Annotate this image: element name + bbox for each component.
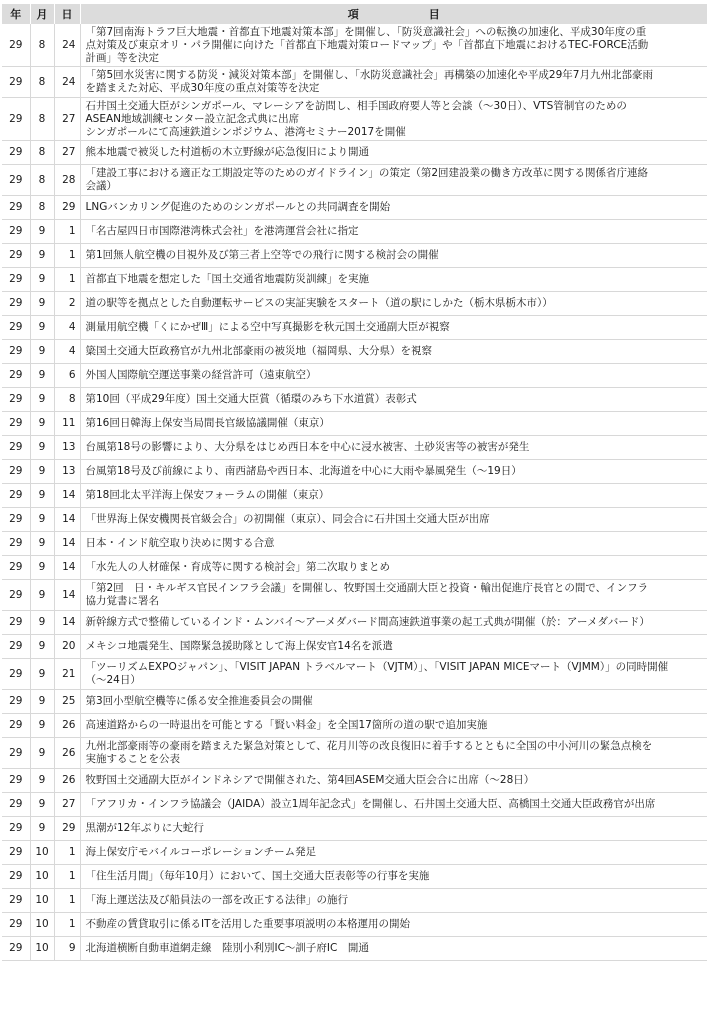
cell-item (80, 556, 707, 580)
table-row (2, 268, 707, 292)
item-line: 熊本地震で被災した村道栃の木立野線が応急復旧により開通 (85, 146, 369, 158)
table-row (2, 460, 707, 484)
cell-month: 9 (30, 268, 54, 292)
cell-year: 29 (2, 937, 30, 961)
cell-day: 1 (54, 220, 80, 244)
item-line: 道の駅等を拠点とした自動運転サービスの実証実験をスタート（道の駅にしかた（栃木県栃木市）） (85, 297, 553, 309)
chronology-table-container (2, 4, 707, 961)
cell-year: 29 (2, 484, 30, 508)
cell-year: 29 (2, 98, 30, 141)
item-line: 「建設工事における適正な工期設定等のためのガイドライン」の策定（第2回建設業の働き方改革に関する関係省庁連絡 (85, 167, 649, 179)
table-row (2, 580, 707, 611)
cell-item (80, 611, 707, 635)
cell-day: 14 (54, 556, 80, 580)
cell-year: 29 (2, 244, 30, 268)
cell-item (80, 316, 707, 340)
cell-month: 10 (30, 865, 54, 889)
cell-year: 29 (2, 817, 30, 841)
cell-item (80, 141, 707, 165)
table-row (2, 532, 707, 556)
cell-item (80, 841, 707, 865)
table-body (2, 24, 707, 961)
cell-year: 29 (2, 769, 30, 793)
table-row (2, 635, 707, 659)
item-line: 「ツーリズムEXPOジャパン」、「VISIT JAPAN トラベルマート（VJTM）」、「VISIT JAPAN MICEマート（VJMM）」の同時開催 (85, 661, 669, 673)
table-row (2, 196, 707, 220)
item-line: 「第5回水災害に関する防災・減災対策本部」を開催し、「水防災意識社会」再構築の加速化や平成29年7月九州北部豪雨 (85, 69, 653, 81)
item-line: 「海上運送法及び船員法の一部を改正する法律」の施行 (85, 894, 348, 906)
table-row (2, 292, 707, 316)
cell-day: 14 (54, 484, 80, 508)
cell-day: 20 (54, 635, 80, 659)
cell-item (80, 889, 707, 913)
cell-month: 9 (30, 611, 54, 635)
cell-month: 9 (30, 388, 54, 412)
cell-day: 24 (54, 67, 80, 98)
item-line: 黒潮が12年ぶりに大蛇行 (85, 822, 204, 834)
cell-month: 9 (30, 793, 54, 817)
cell-day: 1 (54, 889, 80, 913)
cell-item (80, 865, 707, 889)
table-row (2, 690, 707, 714)
cell-item (80, 388, 707, 412)
cell-month: 10 (30, 937, 54, 961)
cell-year: 29 (2, 580, 30, 611)
cell-year: 29 (2, 67, 30, 98)
cell-day: 1 (54, 841, 80, 865)
item-line: 点対策及び東京オリ・パラ開催に向けた「首都直下地震対策ロードマップ」や「首都直下地震におけるTEC-FORCE活動 (85, 38, 649, 51)
cell-year: 29 (2, 220, 30, 244)
table-row (2, 141, 707, 165)
table-row (2, 793, 707, 817)
cell-month: 8 (30, 141, 54, 165)
cell-month: 8 (30, 24, 54, 67)
cell-day: 8 (54, 388, 80, 412)
cell-month: 9 (30, 244, 54, 268)
cell-day: 11 (54, 412, 80, 436)
cell-year: 29 (2, 460, 30, 484)
cell-day: 14 (54, 580, 80, 611)
cell-year: 29 (2, 611, 30, 635)
table-row (2, 165, 707, 196)
cell-item (80, 580, 707, 611)
cell-month: 9 (30, 659, 54, 690)
cell-year: 29 (2, 340, 30, 364)
cell-year: 29 (2, 793, 30, 817)
cell-day: 29 (54, 817, 80, 841)
item-line: 「名古屋四日市国際港湾株式会社」を港湾運営会社に指定 (85, 225, 359, 237)
cell-month: 8 (30, 98, 54, 141)
cell-item (80, 196, 707, 220)
item-line: 海上保安庁モバイルコーポレーションチーム発足 (85, 846, 317, 858)
cell-year: 29 (2, 508, 30, 532)
cell-day: 2 (54, 292, 80, 316)
item-line: 「住生活月間」（毎年10月）において、国土交通大臣表彰等の行事を実施 (85, 870, 430, 882)
item-line: 「アフリカ・インフラ協議会（JAIDA）設立1周年記念式」を開催し、石井国土交通大臣、高橋国土交通大臣政務官が出席 (85, 798, 656, 810)
item-line: 第1回無人航空機の目視外及び第三者上空等での飛行に関する検討会の開催 (85, 249, 439, 261)
cell-day: 13 (54, 436, 80, 460)
table-row (2, 769, 707, 793)
item-line: 計画」等を決定 (85, 51, 159, 64)
item-line: 「水先人の人材確保・育成等に関する検討会」第二次取りまとめ (85, 561, 390, 573)
cell-day: 24 (54, 24, 80, 67)
table-row (2, 889, 707, 913)
item-line: 第18回北太平洋海上保安フォーラムの開催（東京） (85, 489, 330, 501)
cell-month: 9 (30, 714, 54, 738)
table-header-row (2, 4, 707, 24)
cell-day: 4 (54, 340, 80, 364)
cell-day: 21 (54, 659, 80, 690)
cell-item (80, 508, 707, 532)
cell-item (80, 340, 707, 364)
cell-day: 1 (54, 244, 80, 268)
cell-day: 4 (54, 316, 80, 340)
cell-year: 29 (2, 841, 30, 865)
cell-year: 29 (2, 738, 30, 769)
item-line: （～24日） (85, 674, 141, 686)
cell-day: 27 (54, 793, 80, 817)
cell-item (80, 220, 707, 244)
table-row (2, 364, 707, 388)
table-row (2, 67, 707, 98)
cell-item (80, 738, 707, 769)
table-row (2, 436, 707, 460)
item-line: 実施することを公表 (85, 753, 180, 765)
cell-item (80, 165, 707, 196)
cell-day: 14 (54, 611, 80, 635)
item-line: 首都直下地震を想定した「国土交通省地震防災訓練」を実施 (85, 273, 369, 285)
cell-month: 9 (30, 690, 54, 714)
cell-day: 13 (54, 460, 80, 484)
cell-item (80, 364, 707, 388)
item-line: メキシコ地震発生、国際緊急援助隊として海上保安官14名を派遣 (85, 640, 393, 652)
table-row (2, 659, 707, 690)
table-row (2, 714, 707, 738)
cell-year: 29 (2, 865, 30, 889)
item-line: 外国人国際航空運送事業の経営許可（遠東航空） (85, 369, 317, 381)
cell-item (80, 98, 707, 141)
cell-item (80, 635, 707, 659)
cell-year: 29 (2, 364, 30, 388)
cell-month: 9 (30, 738, 54, 769)
table-row (2, 508, 707, 532)
cell-item (80, 714, 707, 738)
cell-year: 29 (2, 388, 30, 412)
table-row (2, 412, 707, 436)
cell-item (80, 817, 707, 841)
cell-month: 9 (30, 556, 54, 580)
cell-day: 29 (54, 196, 80, 220)
cell-year: 29 (2, 889, 30, 913)
table-row (2, 937, 707, 961)
cell-day: 27 (54, 141, 80, 165)
header-month: 月 (30, 4, 54, 24)
cell-item (80, 460, 707, 484)
cell-item (80, 793, 707, 817)
cell-year: 29 (2, 412, 30, 436)
cell-year: 29 (2, 913, 30, 937)
cell-year: 29 (2, 556, 30, 580)
cell-month: 9 (30, 580, 54, 611)
cell-year: 29 (2, 196, 30, 220)
table-row (2, 556, 707, 580)
table-row (2, 841, 707, 865)
cell-month: 9 (30, 532, 54, 556)
cell-day: 27 (54, 98, 80, 141)
item-line: 「第2回 日・キルギス官民インフラ会議」を開催し、牧野国土交通副大臣と投資・輸出促進庁長官との間で、インフラ (85, 582, 649, 594)
item-line: 簗国土交通大臣政務官が九州北部豪雨の被災地（福岡県、大分県）を視察 (85, 345, 432, 357)
cell-month: 8 (30, 196, 54, 220)
cell-item (80, 484, 707, 508)
cell-month: 10 (30, 913, 54, 937)
header-day: 日 (54, 4, 80, 24)
cell-item (80, 412, 707, 436)
cell-month: 9 (30, 412, 54, 436)
cell-year: 29 (2, 659, 30, 690)
cell-day: 26 (54, 714, 80, 738)
cell-month: 9 (30, 292, 54, 316)
table-row (2, 738, 707, 769)
table-row (2, 316, 707, 340)
item-line: 第3回小型航空機等に係る安全推進委員会の開催 (85, 695, 313, 707)
table-row (2, 913, 707, 937)
cell-month: 9 (30, 340, 54, 364)
item-line: 第10回（平成29年度）国土交通大臣賞（循環のみち下水道賞）表彰式 (85, 393, 417, 405)
cell-month: 8 (30, 67, 54, 98)
cell-year: 29 (2, 690, 30, 714)
cell-month: 9 (30, 769, 54, 793)
cell-year: 29 (2, 436, 30, 460)
cell-item (80, 292, 707, 316)
cell-item (80, 659, 707, 690)
item-line: ASEAN地域訓練センター設立記念式典に出席 (85, 112, 300, 125)
table-row (2, 388, 707, 412)
cell-month: 9 (30, 635, 54, 659)
item-line: 日本・インド航空取り決めに関する合意 (85, 537, 275, 549)
cell-month: 9 (30, 817, 54, 841)
cell-day: 14 (54, 508, 80, 532)
cell-year: 29 (2, 165, 30, 196)
cell-month: 9 (30, 316, 54, 340)
cell-year: 29 (2, 532, 30, 556)
cell-month: 9 (30, 364, 54, 388)
cell-day: 26 (54, 769, 80, 793)
item-line: 北海道横断自動車道網走線 陸別小利別IC～訓子府IC 開通 (85, 942, 369, 954)
header-item-char-2: 目 (428, 8, 440, 21)
table-row (2, 340, 707, 364)
item-line: 台風第18号及び前線により、南西諸島や西日本、北海道を中心に大雨や暴風発生（～19日） (85, 465, 522, 477)
cell-item (80, 67, 707, 98)
cell-item (80, 937, 707, 961)
table-row (2, 484, 707, 508)
table-row (2, 817, 707, 841)
item-line: 高速道路からの一時退出を可能とする「賢い料金」を全国17箇所の道の駅で追加実施 (85, 719, 488, 731)
cell-month: 10 (30, 841, 54, 865)
cell-item (80, 24, 707, 67)
table-row (2, 24, 707, 67)
item-line: 第16回日韓海上保安当局間長官級協議開催（東京） (85, 417, 330, 429)
cell-year: 29 (2, 316, 30, 340)
table-row (2, 98, 707, 141)
item-line: を踏まえた対応、平成30年度の重点対策等を決定 (85, 82, 320, 94)
cell-month: 10 (30, 889, 54, 913)
chronology-table (2, 4, 707, 961)
cell-day: 6 (54, 364, 80, 388)
cell-item (80, 436, 707, 460)
item-line: 不動産の賃貸取引に係るITを活用した重要事項説明の本格運用の開始 (85, 918, 411, 930)
item-line: 「第7回南海トラフ巨大地震・首都直下地震対策本部」を開催し、「防災意識社会」への転換の加速化、平成30年度の重 (85, 25, 647, 38)
item-line: 石井国土交通大臣がシンガポール、マレーシアを訪問し、相手国政府要人等と会談（～30日）、VTS管制官のための (85, 99, 627, 112)
cell-month: 9 (30, 484, 54, 508)
cell-day: 25 (54, 690, 80, 714)
item-line: 測量用航空機「くにかぜⅢ」による空中写真撮影を秋元国土交通副大臣が視察 (85, 321, 450, 333)
item-line: LNGバンカリング促進のためのシンガポールとの共同調査を開始 (85, 201, 391, 213)
item-line: 「世界海上保安機関長官級会合」の初開催（東京）、同会合に石井国土交通大臣が出席 (85, 513, 490, 525)
cell-year: 29 (2, 141, 30, 165)
item-line: 協力覚書に署名 (85, 595, 159, 607)
header-item-char-1: 項 (347, 8, 359, 21)
cell-day: 1 (54, 865, 80, 889)
cell-month: 8 (30, 165, 54, 196)
table-row (2, 611, 707, 635)
header-item (80, 4, 707, 24)
item-line: 牧野国土交通副大臣がインドネシアで開催された、第4回ASEM交通大臣会合に出席（～28日） (85, 774, 535, 786)
cell-item (80, 244, 707, 268)
item-line: 台風第18号の影響により、大分県をはじめ西日本を中心に浸水被害、土砂災害等の被害が発生 (85, 441, 530, 453)
item-line: 新幹線方式で整備しているインド・ムンバイ～アーメダバード間高速鉄道事業の起工式典が開催（於：アーメダバード） (85, 616, 650, 628)
cell-item (80, 769, 707, 793)
cell-item (80, 690, 707, 714)
cell-year: 29 (2, 635, 30, 659)
cell-day: 9 (54, 937, 80, 961)
cell-year: 29 (2, 292, 30, 316)
cell-year: 29 (2, 268, 30, 292)
cell-month: 9 (30, 508, 54, 532)
cell-item (80, 532, 707, 556)
table-row (2, 220, 707, 244)
table-row (2, 865, 707, 889)
cell-year: 29 (2, 714, 30, 738)
cell-month: 9 (30, 460, 54, 484)
cell-item (80, 268, 707, 292)
cell-day: 26 (54, 738, 80, 769)
cell-day: 1 (54, 913, 80, 937)
cell-day: 14 (54, 532, 80, 556)
table-row (2, 244, 707, 268)
item-line: シンガポールにて高速鉄道シンポジウム、港湾セミナー2017を開催 (85, 125, 406, 138)
cell-day: 1 (54, 268, 80, 292)
item-line: 九州北部豪雨等の豪雨を踏まえた緊急対策として、花月川等の改良復旧に着手するとともに全国の中小河川の緊急点検を (85, 740, 653, 752)
cell-day: 28 (54, 165, 80, 196)
item-line: 会議） (85, 180, 117, 192)
cell-month: 9 (30, 220, 54, 244)
cell-item (80, 913, 707, 937)
cell-year: 29 (2, 24, 30, 67)
cell-month: 9 (30, 436, 54, 460)
header-year: 年 (2, 4, 30, 24)
